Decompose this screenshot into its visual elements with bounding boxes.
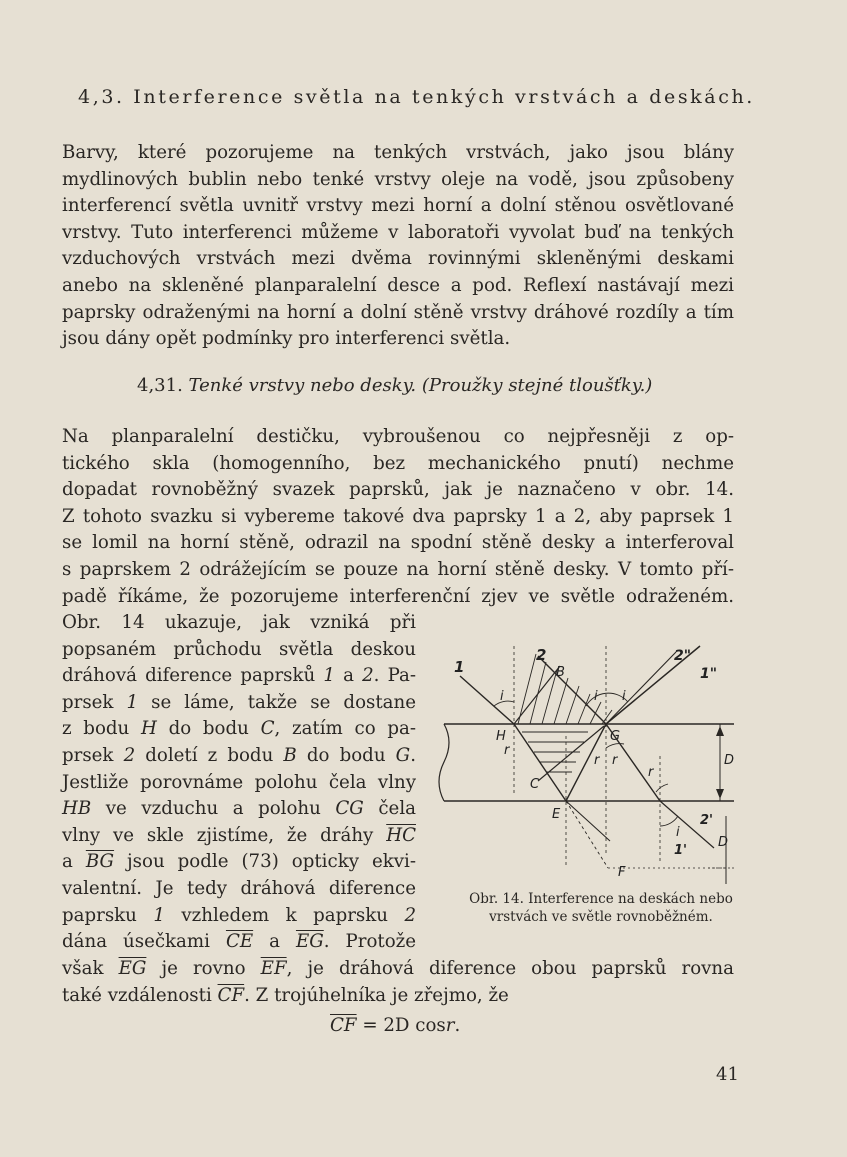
label-angle-r-1: r	[504, 743, 510, 758]
text-line: vzduchových vrstvách mezi dvěma rovinnými skleněnými deskami	[62, 248, 734, 270]
label-angle-i-3: i	[622, 689, 626, 704]
equation-rhs: = 2D cos	[356, 1015, 446, 1036]
text-line: dána úsečkami $\overline{CE}$ a $\overline{EG}$. Protože	[62, 931, 417, 953]
wavefront-HB	[514, 666, 560, 724]
label-angle-i-2: i	[594, 689, 598, 704]
label-angle-r-4: r	[648, 765, 654, 780]
text-line: jsou dány opět podmínky pro interferenci světla.	[62, 328, 511, 350]
text-line: paprsky odraženými na horní a dolní stěně vrstvy dráhové rozdíly a tím	[62, 301, 734, 323]
text-line: HB ve vzduchu a polohu CG čela	[62, 798, 416, 820]
caption-line: vrstvách ve světle rovnoběžném.	[489, 909, 713, 925]
text-line: Z tohoto svazku si vybereme takové dva paprsky 1 a 2, aby paprsek 1	[62, 505, 734, 527]
closing-paragraph	[62, 956, 734, 1009]
section-number: 4,3.	[78, 86, 125, 108]
text-line: vrstvy. Tuto interferenci můžeme v laboratoři vyvolat buď na tenkých	[62, 221, 734, 243]
label-F: F	[618, 865, 626, 880]
text-line: tického skla (homogenního, bez mechanického pnutí) nechme	[62, 452, 734, 474]
label-D-bottom: D	[718, 835, 729, 850]
text-line: valentní. Je tedy dráhová diference	[62, 877, 416, 899]
section-title: Interference světla na tenkých vrstvách a deskách.	[133, 86, 755, 108]
ray-1-incident	[460, 676, 514, 724]
subsection-heading	[137, 375, 652, 396]
text-line: padě říkáme, že pozorujeme interferenční zjev ve světle odraženém.	[62, 585, 734, 607]
label-ray-1p: 1'	[674, 843, 688, 858]
label-angle-i-4: i	[676, 825, 680, 840]
label-angle-i-1: i	[500, 689, 504, 704]
text-line: Na planparalelní destičku, vybroušenou co nejpřesněji z op-	[62, 426, 734, 447]
text-line: anebo na skleněné planparalelní desce a pod. Reflexí nastávají mezi	[62, 274, 734, 296]
text-line: a $\overline{BG}$ jsou podle (73) opticky ekvi-	[62, 851, 416, 873]
label-G: G	[610, 729, 621, 744]
text-line: dráhová diference paprsků 1 a 2. Pa-	[62, 665, 416, 687]
main-paragraph	[62, 424, 734, 610]
text-line: Barvy, které pozorujeme na tenkých vrstvách, jako jsou blány	[62, 142, 734, 163]
thickness-arrow-bottom	[716, 789, 724, 799]
page-number: 41	[716, 1064, 739, 1085]
text-line: s paprskem 2 odrážejícím se pouze na horní stěně desky. V tomto pří-	[62, 558, 734, 580]
label-D-top: D	[724, 753, 735, 768]
subsection-title: Tenké vrstvy nebo desky.	[188, 375, 417, 396]
text-line: interferencí světla uvnitř vrstvy mezi horní a dolní stěnou osvětlované	[62, 195, 734, 217]
section-heading	[78, 86, 755, 108]
figure-14-diagram	[438, 636, 768, 886]
equation	[330, 1015, 460, 1036]
equation-lhs: $\overline{CF}$	[330, 1015, 357, 1036]
plate-left-break	[439, 724, 449, 801]
intro-paragraph	[62, 140, 734, 353]
subsection-subtitle: (Proužky stejné tloušťky.)	[421, 375, 653, 396]
text-line: paprsku 1 vzhledem k paprsku 2	[62, 904, 417, 926]
thickness-arrow-top	[716, 726, 724, 736]
text-line: prsek 1 se láme, takže se dostane	[62, 691, 416, 713]
figure-caption	[438, 890, 764, 926]
text-line: z bodu H do bodu C, zatím co pa-	[62, 718, 416, 740]
label-angle-r-3: r	[612, 753, 618, 768]
text-line: mydlinových bublin nebo tenké vrstvy oleje na vodě, jsou způsobeny	[62, 168, 734, 190]
angle-arc-i-left	[494, 701, 514, 706]
figure-side-text	[62, 610, 416, 956]
ray-transmitted-E	[566, 801, 610, 841]
text-line: také vzdálenosti $\overline{CF}$. Z trojúhelníka je zřejmo, že	[62, 984, 509, 1006]
label-B: B	[556, 665, 565, 680]
equation-r: r	[445, 1015, 455, 1036]
label-ray-1: 1	[454, 658, 465, 676]
label-ray-2p: 2'	[700, 813, 714, 828]
ray-1-reflected	[566, 724, 606, 801]
label-ray-1pp: 1"	[700, 666, 718, 682]
label-H: H	[496, 729, 506, 744]
caption-line: Obr. 14. Interference na deskách nebo	[469, 891, 733, 907]
text-line: prsek 2 doletí z bodu B do bodu G.	[62, 744, 416, 766]
text-line: se lomil na horní stěně, odrazil na spodní stěně desky a interferoval	[62, 532, 734, 554]
text-line: Jestliže porovnáme polohu čela vlny	[62, 771, 416, 793]
ray-1-refracted	[514, 724, 566, 801]
text-line: Obr. 14 ukazuje, jak vzniká při	[62, 612, 416, 633]
label-C: C	[530, 777, 540, 792]
label-angle-r-2: r	[594, 753, 600, 768]
text-line: popsaném průchodu světla deskou	[62, 638, 416, 660]
label-ray-2pp: 2"	[674, 648, 692, 664]
label-E: E	[552, 807, 561, 822]
text-line: však $\overline{EG}$ je rovno $\overline{EF}$, je dráhová diference obou paprsků rovna	[62, 958, 734, 979]
angle-arc-r2	[656, 784, 668, 792]
equation-end: .	[454, 1015, 461, 1036]
subsection-number: 4,31.	[137, 375, 183, 396]
text-line: dopadat rovnoběžný svazek paprsků, jak je naznačeno v obr. 14.	[62, 479, 734, 501]
label-ray-2: 2	[536, 646, 547, 664]
ray-2pp-outgoing	[606, 652, 676, 724]
segment-EF	[566, 801, 608, 868]
text-line: vlny ve skle zjistíme, že dráhy $\overline{HC}$	[62, 824, 416, 846]
